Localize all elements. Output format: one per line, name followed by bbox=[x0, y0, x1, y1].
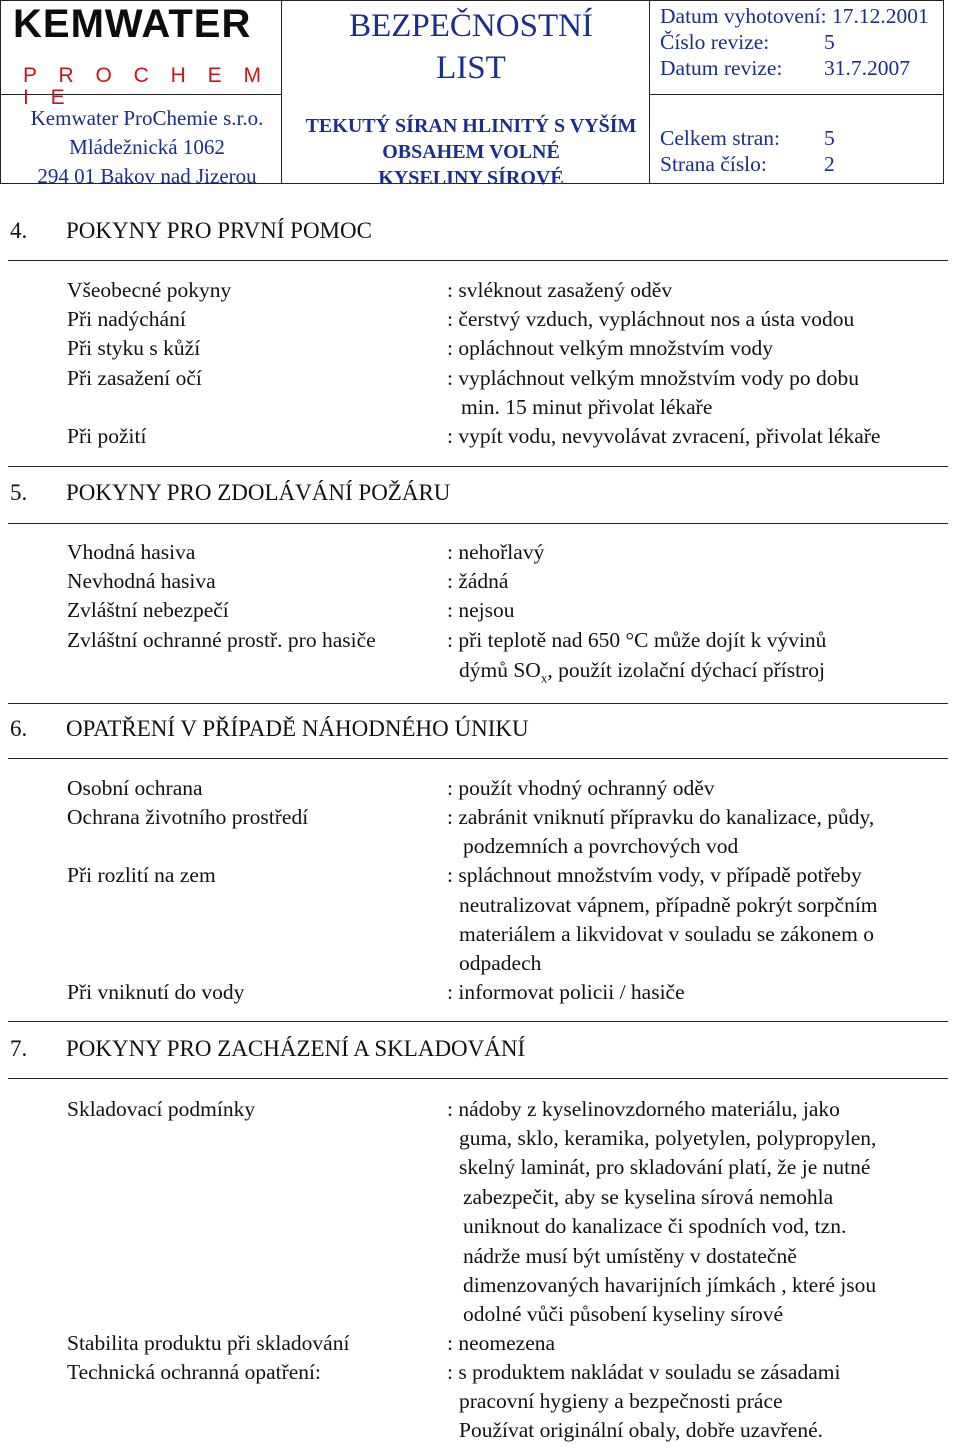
field-label: Při styku s kůží bbox=[67, 336, 201, 360]
field-value: skelný laminát, pro skladování platí, že je nutné bbox=[459, 1155, 871, 1179]
field-value: min. 15 minut přivolat lékaře bbox=[461, 395, 713, 419]
field-value: : vypít vodu, nevyvolávat zvracení, přivolat lékaře bbox=[447, 424, 881, 448]
field-value: : svléknout zasažený oděv bbox=[447, 278, 673, 302]
field-value: : neomezena bbox=[447, 1331, 556, 1355]
section-rule bbox=[8, 703, 948, 704]
field-label: Nevhodná hasiva bbox=[67, 569, 216, 593]
section-number: 5. bbox=[10, 480, 28, 505]
product-name bbox=[291, 113, 651, 191]
meta-row bbox=[660, 29, 929, 55]
field-value bbox=[459, 658, 825, 686]
meta-label: Datum revize: bbox=[660, 56, 783, 80]
section-heading-5 bbox=[10, 480, 450, 506]
meta-row bbox=[660, 125, 835, 151]
field-value: : žádná bbox=[447, 569, 509, 593]
field-value: odolné vůči působení kyseliny sírové bbox=[463, 1302, 784, 1326]
document-header bbox=[0, 0, 944, 189]
section-heading-4 bbox=[10, 218, 372, 244]
logo-wordmark: KEMWATER bbox=[13, 2, 252, 46]
section-heading-6 bbox=[10, 716, 529, 742]
field-label: Zvláštní nebezpečí bbox=[67, 598, 229, 622]
field-value: : použít vhodný ochranný oděv bbox=[447, 776, 715, 800]
product-name-line: KYSELINY SÍROVÉ bbox=[378, 167, 564, 189]
kemwater-logo bbox=[13, 3, 271, 109]
field-value: : opláchnout velkým množstvím vody bbox=[447, 336, 774, 360]
company-address bbox=[15, 104, 279, 191]
product-name-line: OBSAHEM VOLNÉ bbox=[382, 141, 560, 163]
field-label: Vhodná hasiva bbox=[67, 540, 196, 564]
field-value: : spláchnout množstvím vody, v případě potřeby bbox=[447, 863, 862, 887]
section-title: POKYNY PRO PRVNÍ POMOC bbox=[66, 218, 372, 243]
field-value: podzemních a povrchových vod bbox=[463, 834, 739, 858]
section-title: POKYNY PRO ZDOLÁVÁNÍ POŽÁRU bbox=[66, 480, 451, 505]
company-city: 294 01 Bakov nad Jizerou bbox=[37, 164, 257, 188]
field-value: : s produktem nakládat v souladu se zásadami bbox=[447, 1360, 841, 1384]
field-value: : při teplotě nad 650 °C může dojít k vývinů bbox=[447, 628, 827, 652]
section-title: OPATŘENÍ V PŘÍPADĚ NÁHODNÉHO ÚNIKU bbox=[66, 716, 529, 741]
section-number: 7. bbox=[10, 1036, 28, 1061]
field-value: uniknout do kanalizace či spodních vod, tzn. bbox=[463, 1214, 847, 1238]
section-number: 4. bbox=[10, 218, 28, 243]
field-value: : zabránit vniknutí přípravku do kanalizace, půdy, bbox=[447, 805, 875, 829]
field-value: zabezpečit, aby se kyselina sírová nemohla bbox=[463, 1185, 834, 1209]
field-value: : vypláchnout velkým množstvím vody po dobu bbox=[447, 366, 860, 390]
field-label: Ochrana životního prostředí bbox=[67, 805, 309, 829]
section-rule bbox=[8, 1021, 948, 1022]
meta-value: 5 bbox=[824, 126, 835, 150]
section-rule bbox=[8, 523, 948, 524]
company-street: Mládežnická 1062 bbox=[69, 135, 225, 159]
field-label: Při rozlití na zem bbox=[67, 863, 216, 887]
meta-label: Datum vyhotovení: bbox=[660, 4, 827, 28]
field-label: Všeobecné pokyny bbox=[67, 278, 232, 302]
field-label: Při nadýchání bbox=[67, 307, 186, 331]
title-line: LIST bbox=[436, 50, 506, 86]
company-name: Kemwater ProChemie s.r.o. bbox=[30, 106, 264, 130]
meta-value: 2 bbox=[824, 152, 835, 176]
field-value: Používat originální obaly, dobře uzavřené. bbox=[459, 1418, 823, 1442]
revision-info bbox=[660, 3, 929, 81]
section-title: POKYNY PRO ZACHÁZENÍ A SKLADOVÁNÍ bbox=[66, 1036, 526, 1061]
product-name-line: TEKUTÝ SÍRAN HLINITÝ S VYŠÍM bbox=[305, 115, 637, 137]
field-value: : nejsou bbox=[447, 598, 515, 622]
section-rule bbox=[8, 1078, 948, 1079]
field-value: guma, sklo, keramika, polyetylen, polypropylen, bbox=[459, 1126, 877, 1150]
header-divider bbox=[281, 1, 282, 183]
field-value: dimenzovaných havarijních jímkách , které jsou bbox=[463, 1273, 877, 1297]
field-value: pracovní hygieny a bezpečnosti práce bbox=[459, 1389, 783, 1413]
field-label: Stabilita produktu při skladování bbox=[67, 1331, 350, 1355]
field-value-part: dýmů SO bbox=[459, 658, 541, 682]
field-label: Při požití bbox=[67, 424, 147, 448]
section-rule bbox=[8, 260, 948, 261]
field-value: : čerstvý vzduch, vypláchnout nos a ústa vodou bbox=[447, 307, 855, 331]
meta-row bbox=[660, 3, 929, 29]
header-divider bbox=[649, 94, 943, 95]
page-info bbox=[660, 125, 835, 177]
logo-subtitle: P R O C H E M I E bbox=[23, 64, 269, 109]
meta-value: 17.12.2001 bbox=[831, 4, 929, 28]
field-value: odpadech bbox=[459, 951, 542, 975]
meta-value: 31.7.2007 bbox=[824, 56, 910, 80]
field-value: : nehořlavý bbox=[447, 540, 545, 564]
field-value-subscript: x bbox=[540, 670, 548, 686]
field-label: Osobní ochrana bbox=[67, 776, 203, 800]
field-label: Technická ochranná opatření: bbox=[67, 1360, 321, 1384]
field-label: Při vniknutí do vody bbox=[67, 980, 245, 1004]
field-label: Skladovací podmínky bbox=[67, 1097, 256, 1121]
field-label: Zvláštní ochranné prostř. pro hasiče bbox=[67, 628, 376, 652]
meta-label: Strana číslo: bbox=[660, 152, 767, 176]
field-value: nádrže musí být umístěny v dostatečně bbox=[463, 1244, 797, 1268]
field-value: : informovat policii / hasiče bbox=[447, 980, 685, 1004]
field-label: Při zasažení očí bbox=[67, 366, 202, 390]
meta-row bbox=[660, 55, 929, 81]
field-value: materiálem a likvidovat v souladu se zákonem o bbox=[459, 922, 874, 946]
section-rule bbox=[8, 758, 948, 759]
document-title bbox=[301, 5, 641, 89]
field-value-part: , použít izolační dýchací přístroj bbox=[547, 658, 825, 682]
field-value: neutralizovat vápnem, případně pokrýt sorpčním bbox=[459, 893, 878, 917]
section-heading-7 bbox=[10, 1036, 525, 1062]
meta-value: 5 bbox=[824, 30, 835, 54]
meta-label: Číslo revize: bbox=[660, 30, 770, 54]
title-line: BEZPEČNOSTNÍ bbox=[349, 8, 593, 44]
section-rule bbox=[8, 466, 948, 467]
section-number: 6. bbox=[10, 716, 28, 741]
meta-row bbox=[660, 151, 835, 177]
field-value: : nádoby z kyselinovzdorného materiálu, jako bbox=[447, 1097, 840, 1121]
meta-label: Celkem stran: bbox=[660, 126, 781, 150]
